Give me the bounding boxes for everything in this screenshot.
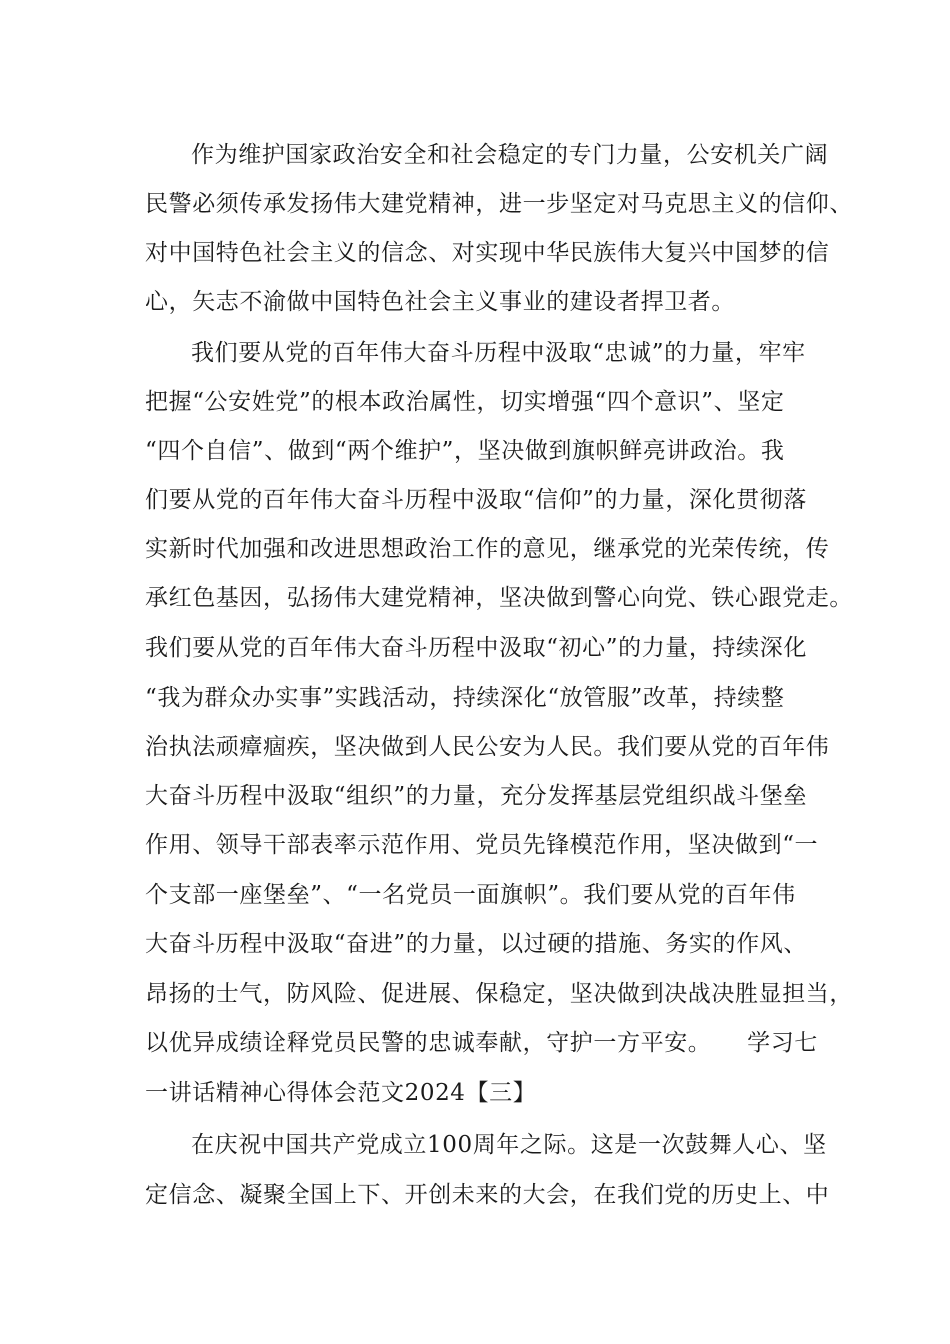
paragraph-line: 大奋斗历程中汲取“奋进”的力量，以过硬的措施、务实的作风、 [145, 931, 807, 957]
paragraph-line: 以优异成绩诠释党员民警的忠诚奉献，守护一方平安。 学习七 [145, 1030, 818, 1056]
paragraph-line: 心，矢志不渝做中国特色社会主义事业的建设者捍卫者。 [145, 289, 735, 315]
paragraph-line: 承红色基因，弘扬伟大建党精神，坚决做到警心向党、铁心跟党走。 [145, 585, 853, 611]
paragraph-line: 个支部一座堡垒”、“一名党员一面旗帜”。我们要从党的百年伟 [145, 882, 796, 908]
paragraph-line: 们要从党的百年伟大奋斗历程中汲取“信仰”的力量，深化贯彻落 [145, 487, 807, 513]
paragraph-line: 实新时代加强和改进思想政治工作的意见，继承党的光荣传统，传 [145, 536, 830, 562]
paragraph-line: 昂扬的士气，防风险、促进展、保稳定，坚决做到决战决胜显担当， [145, 981, 853, 1007]
paragraph-line: 作为维护国家政治安全和社会稳定的专门力量，公安机关广阔 [191, 142, 829, 168]
paragraph-line: 作用、领导干部表率示范作用、党员先锋模范作用，坚决做到“一 [145, 832, 819, 858]
paragraph-line: “四个自信”、做到“两个维护”，坚决做到旗帜鲜亮讲政治。我 [145, 438, 785, 464]
paragraph-line: 把握“公安姓党”的根本政治属性，切实增强“四个意识”、坚定 [145, 389, 785, 415]
paragraph-line: 定信念、凝聚全国上下、开创未来的大会，在我们党的历史上、中 [145, 1182, 830, 1208]
paragraph-line: 我们要从党的百年伟大奋斗历程中汲取“忠诚”的力量，牢牢 [191, 340, 806, 366]
paragraph-line: 治执法顽瘴痼疾，坚决做到人民公安为人民。我们要从党的百年伟 [145, 734, 830, 760]
paragraph-line: 在庆祝中国共产党成立100周年之际。这是一次鼓舞人心、坚 [191, 1132, 827, 1158]
section-heading: 一讲话精神心得体会范文2024【三】 [145, 1080, 537, 1106]
paragraph-line: “我为群众办实事”实践活动，持续深化“放管服”改革，持续整 [145, 685, 785, 711]
paragraph-line: 民警必须传承发扬伟大建党精神，进一步坚定对马克思主义的信仰、 [145, 191, 853, 217]
paragraph-line: 对中国特色社会主义的信念、对实现中华民族伟大复兴中国梦的信 [145, 240, 830, 266]
paragraph-line: 大奋斗历程中汲取“组织”的力量，充分发挥基层党组织战斗堡垒 [145, 783, 807, 809]
paragraph-line: 我们要从党的百年伟大奋斗历程中汲取“初心”的力量，持续深化 [145, 635, 807, 661]
